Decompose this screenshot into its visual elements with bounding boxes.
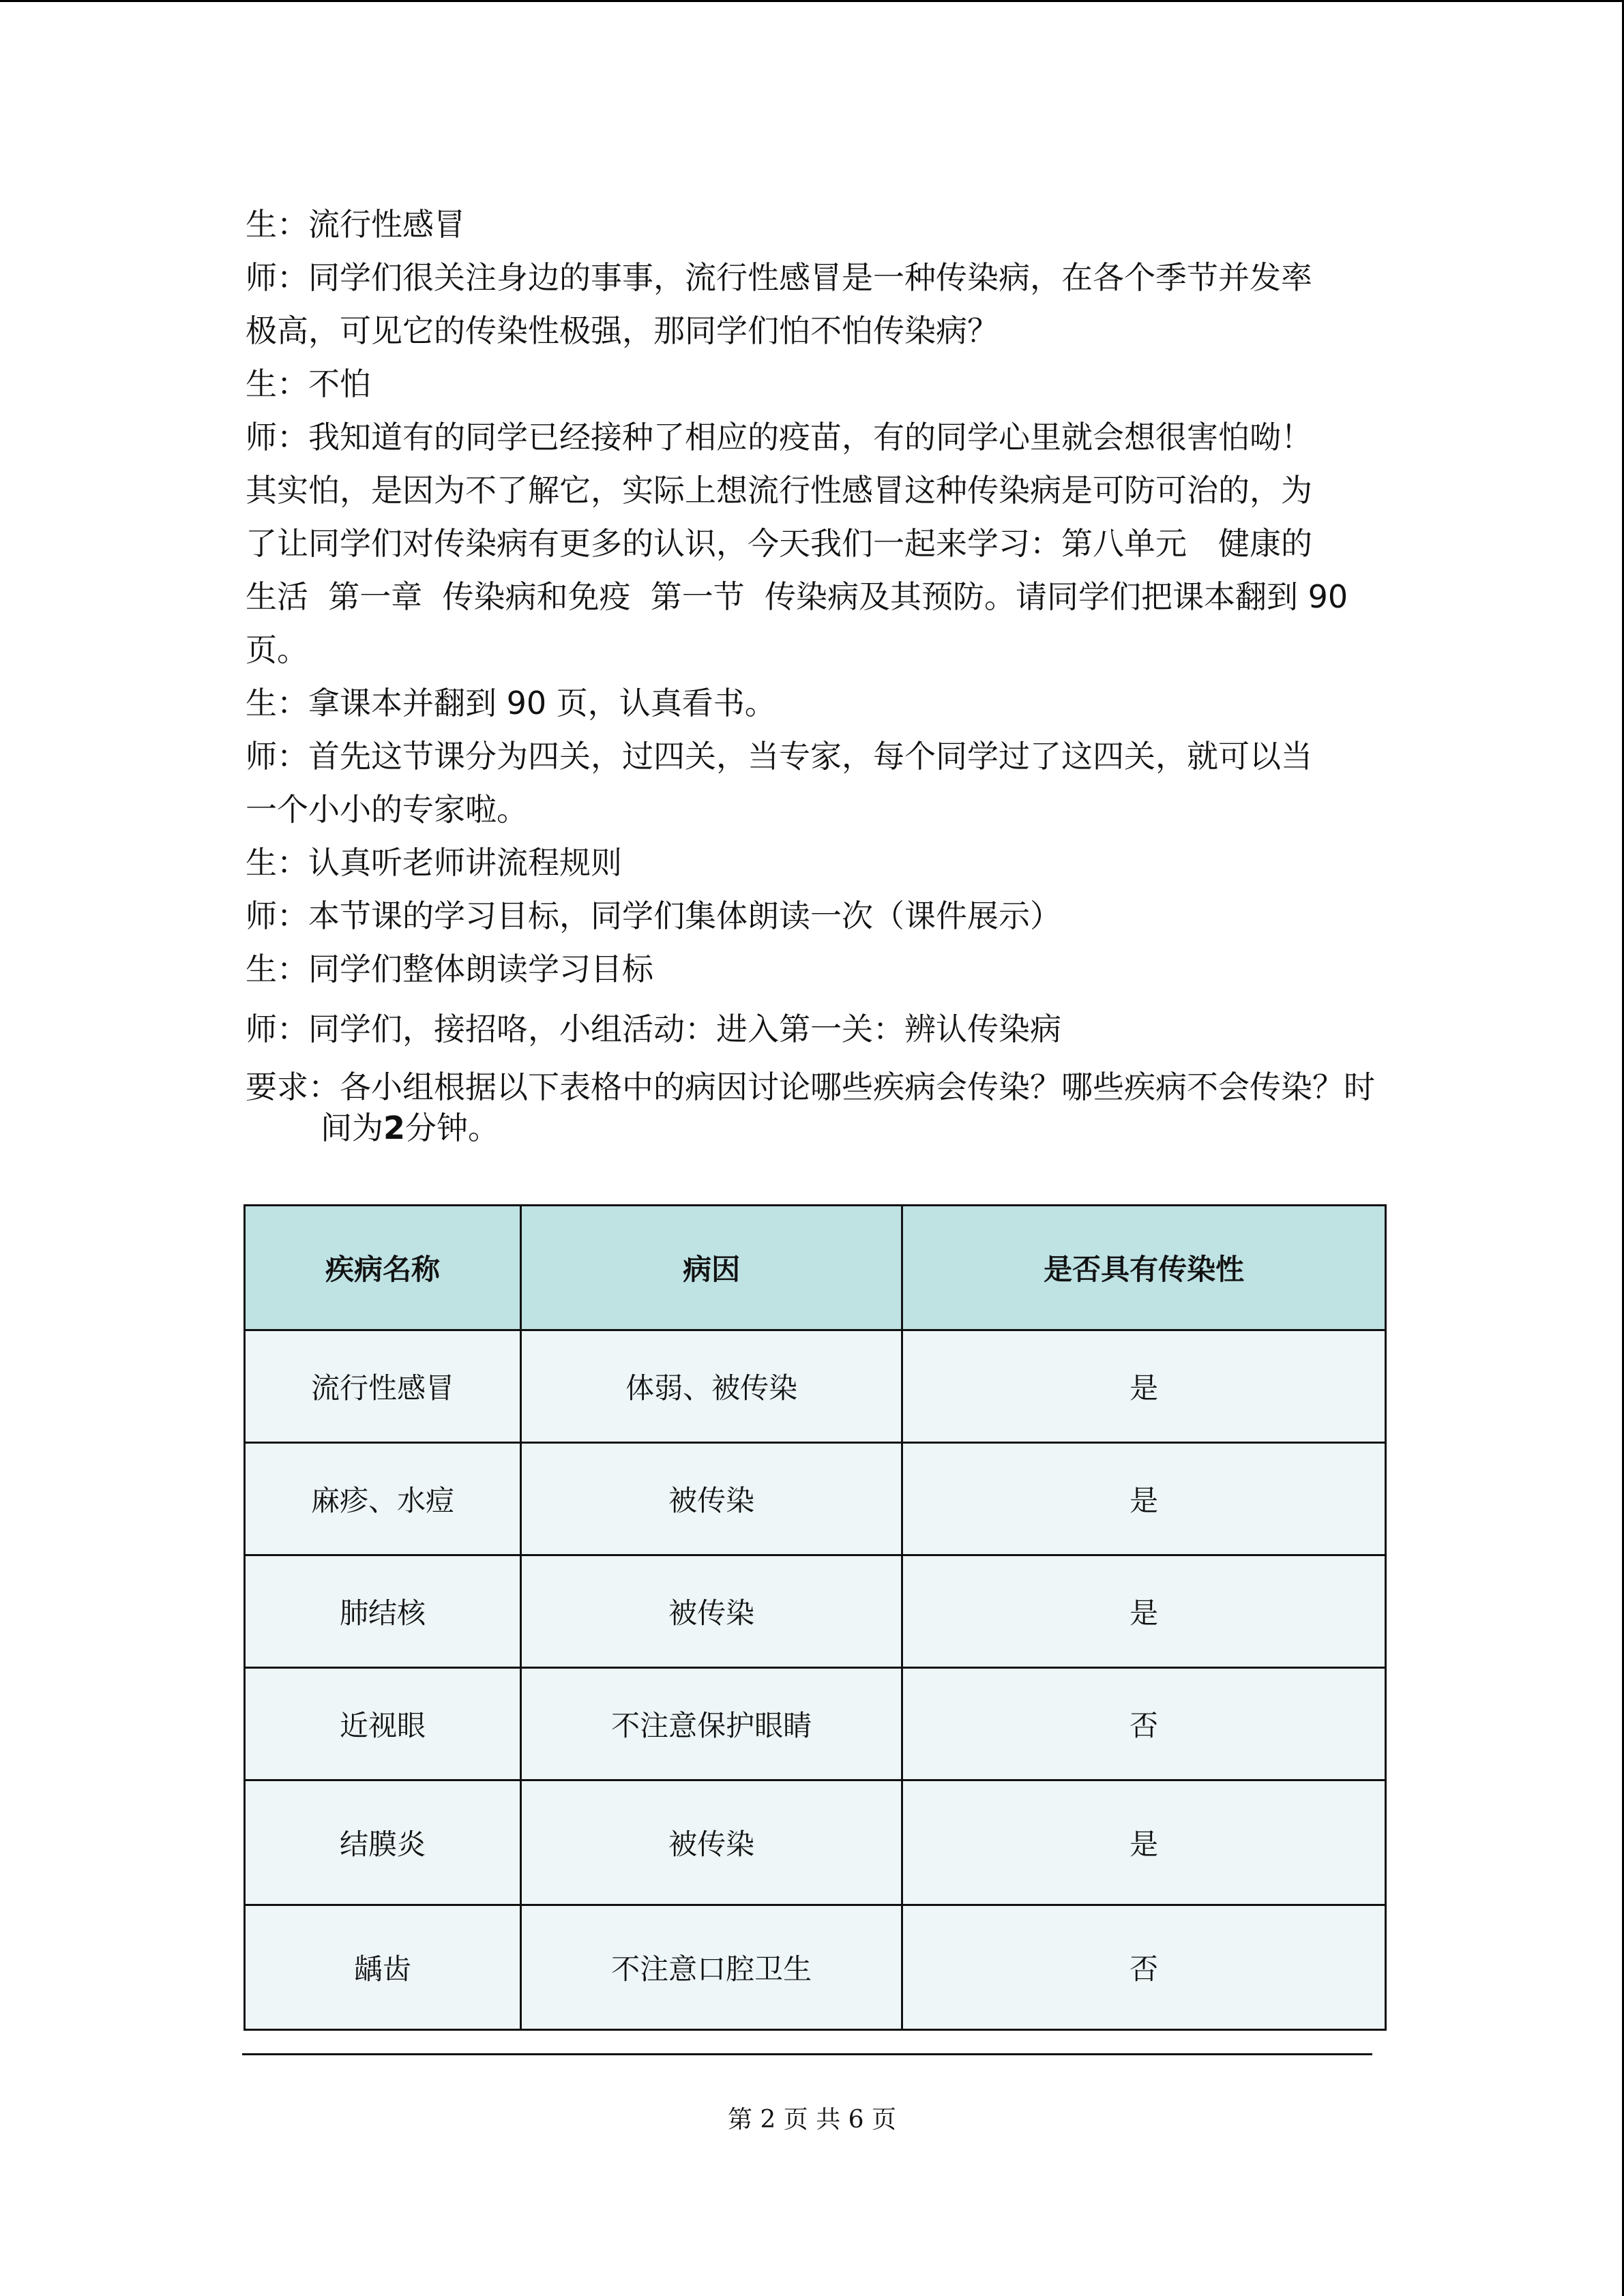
cell-infectious: 否	[902, 1905, 1386, 2030]
table-header-row	[245, 1206, 1386, 1330]
requirement-number: 2	[383, 1109, 406, 1146]
requirement-after: 分钟。	[405, 1109, 500, 1146]
header-disease-name: 疾病名称	[245, 1206, 521, 1330]
cell-infectious: 是	[902, 1443, 1386, 1555]
cell-cause: 不注意保护眼睛	[521, 1668, 902, 1780]
header-infectious: 是否具有传染性	[902, 1206, 1386, 1330]
dialogue-line: 生：认真听老师讲流程规则	[246, 844, 622, 881]
cell-disease-name: 麻疹、水痘	[245, 1443, 521, 1555]
cell-infectious: 是	[902, 1555, 1386, 1668]
cell-cause: 被传染	[521, 1443, 902, 1555]
disease-table	[243, 1204, 1387, 2031]
dialogue-line: 生：拿课本并翻到 90 页，认真看书。	[246, 685, 776, 721]
cell-disease-name: 近视眼	[245, 1668, 521, 1780]
table-row	[245, 1780, 1386, 1905]
cell-disease-name: 结膜炎	[245, 1780, 521, 1905]
dialogue-line: 一个小小的专家啦。	[246, 791, 528, 828]
dialogue-line: 页。	[246, 631, 308, 668]
dialogue-line: 生：不怕	[246, 366, 371, 402]
dialogue-line: 师：同学们很关注身边的事事，流行性感冒是一种传染病，在各个季节并发率	[246, 259, 1312, 296]
cell-disease-name: 龋齿	[245, 1905, 521, 2030]
header-cause: 病因	[521, 1206, 902, 1330]
dialogue-line: 了让同学们对传染病有更多的认识，今天我们一起来学习：第八单元 健康的	[246, 525, 1312, 562]
dialogue-line: 生：同学们整体朗读学习目标	[246, 951, 653, 987]
footer-divider	[242, 2053, 1372, 2055]
requirement-text	[246, 1067, 1378, 1148]
cell-cause: 被传染	[521, 1780, 902, 1905]
dialogue-line: 生：流行性感冒	[246, 206, 465, 243]
cell-disease-name: 流行性感冒	[245, 1330, 521, 1443]
cell-cause: 不注意口腔卫生	[521, 1905, 902, 2030]
document-body	[246, 198, 1378, 1148]
dialogue-line: 师：我知道有的同学已经接种了相应的疫苗，有的同学心里就会想很害怕呦！	[246, 419, 1312, 456]
dialogue-line: 师：同学们，接招咯，小组活动：进入第一关：辨认传染病	[246, 1011, 1061, 1047]
table-row	[245, 1330, 1386, 1443]
table-row	[245, 1668, 1386, 1780]
dialogue-line: 生活 第一章 传染病和免疫 第一节 传染病及其预防。请同学们把课本翻到 90	[246, 578, 1348, 615]
table-row	[245, 1555, 1386, 1668]
table-row	[245, 1443, 1386, 1555]
cell-cause: 被传染	[521, 1555, 902, 1668]
page-number: 第 2 页 共 6 页	[727, 2106, 897, 2134]
cell-infectious: 是	[902, 1330, 1386, 1443]
cell-cause: 体弱、被传染	[521, 1330, 902, 1443]
cell-disease-name: 肺结核	[245, 1555, 521, 1668]
dialogue-line: 其实怕，是因为不了解它，实际上想流行性感冒这种传染病是可防可治的，为	[246, 472, 1312, 509]
requirement-before: 要求：各小组根据以下表格中的病因讨论哪些疾病会传染？哪些疾病不会传染？时间为	[246, 1069, 1375, 1146]
cell-infectious: 是	[902, 1780, 1386, 1905]
page-top-border	[0, 0, 1624, 2]
dialogue-line: 师：本节课的学习目标，同学们集体朗读一次（课件展示）	[246, 897, 1061, 934]
table-row	[245, 1905, 1386, 2030]
cell-infectious: 否	[902, 1668, 1386, 1780]
dialogue-line: 师：首先这节课分为四关，过四关，当专家，每个同学过了这四关，就可以当	[246, 738, 1312, 775]
dialogue-line: 极高，可见它的传染性极强，那同学们怕不怕传染病？	[246, 312, 999, 349]
